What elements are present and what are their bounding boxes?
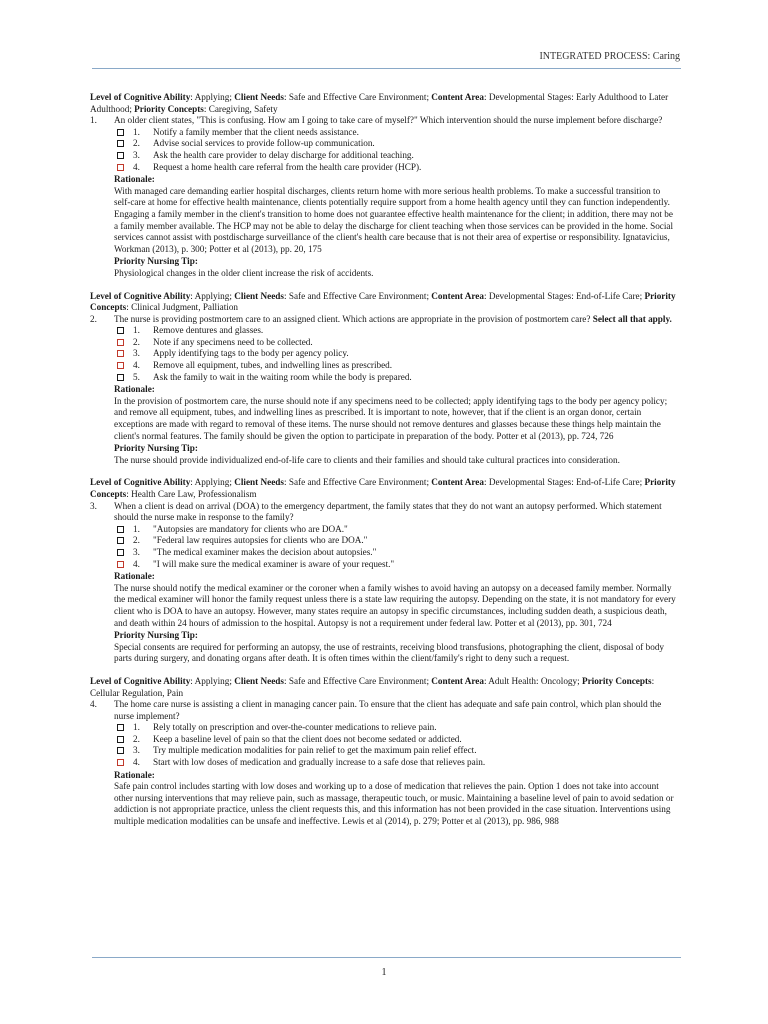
question-stem: [90, 115, 678, 127]
priority-concepts-label: Priority Concepts: [581, 675, 652, 686]
answer-options: [90, 325, 678, 383]
content-area-value: Developmental Stages: End-of-Life Care: [488, 477, 640, 488]
option-text: Ask the family to wait in the waiting room while the body is prepared.: [153, 371, 412, 382]
cognitive-level-value: Applying: [194, 290, 230, 301]
rationale-section: [90, 770, 678, 828]
answer-option[interactable]: [117, 745, 678, 757]
answer-option[interactable]: [117, 127, 678, 139]
answer-option[interactable]: [117, 150, 678, 162]
question-number: 4.: [90, 699, 97, 710]
rationale-label-text: Rationale: [114, 769, 152, 780]
option-number: 2.: [133, 535, 140, 546]
client-needs-value: Safe and Effective Care Environment: [288, 675, 427, 686]
client-needs-value: Safe and Effective Care Environment: [288, 92, 427, 102]
rationale-body: With managed care demanding earlier hospital discharges, clients return home with more serious health problems. To make a successful transition to self-care at home for effective health maintenance, clients potentially require support from a home health agency until they can function independently. Engaging a family member in the client's transition to home does not guarantee effective health maintenance for the client; in addition, there may not be a family member available. The HCP may not be able to delay the discharge for client teaching when those services can be provided in the home. Social services cannot assist with postdischarge surveillance of the client's health care because that is not their area of expertise or responsibility.: [114, 185, 674, 243]
rationale-label: Rationale:: [114, 174, 155, 185]
option-text: "Federal law requires autopsies for clients who are DOA.": [153, 535, 368, 546]
content-area-value: Developmental Stages: End-of-Life Care: [488, 290, 640, 301]
question-text-wrap: [114, 115, 678, 127]
client-needs-label: Client Needs: [234, 675, 284, 686]
option-text: Advise social services to provide follow-up communication.: [153, 138, 375, 149]
option-text: Rely totally on prescription and over-the-counter medications to relieve pain.: [153, 722, 437, 733]
answer-option[interactable]: [117, 337, 678, 349]
answer-option[interactable]: [117, 535, 678, 547]
option-number: 4.: [133, 161, 140, 172]
checkbox-icon[interactable]: [117, 549, 124, 556]
option-text: Request a home health care referral from the health care provider (HCP).: [153, 161, 422, 172]
rationale-section: [90, 384, 678, 466]
answer-option[interactable]: [117, 360, 678, 372]
question-text: When a client is dead on arrival (DOA) to the emergency department, the family states that they do not want an autopsy performed. Which statement should the nurse make in response to the family?: [114, 500, 662, 523]
cognitive-level-label: Level of Cognitive Ability: [90, 675, 191, 686]
question-number: 1.: [90, 115, 97, 126]
tip-text: Physiological changes in the older client increase the risk of accidents.: [114, 267, 374, 278]
priority-concepts-value: Cellular Regulation, Pain: [90, 687, 184, 698]
option-text: Notify a family member that the client needs assistance.: [153, 126, 359, 137]
option-number: 3.: [133, 546, 140, 557]
option-text: Try multiple medication modalities for pain relief to get the maximum pain relief effect.: [153, 745, 477, 756]
question-text-wrap: [114, 501, 678, 524]
rationale-section: [90, 571, 678, 665]
checkbox-icon[interactable]: [117, 152, 124, 159]
option-number: 3.: [133, 149, 140, 160]
priority-concepts-label: Priority Concepts: [90, 290, 676, 313]
option-number: 2.: [133, 138, 140, 149]
tip-label: Priority Nursing Tip:: [114, 443, 198, 454]
tip-label: Priority Nursing Tip:: [114, 256, 198, 267]
question-meta: Level of Cognitive Ability: Applying; Client Needs: Safe and Effective Care Environment; Content Area: Adult Health: Oncology; Priority Concepts: Cellular Regulation, Pain: [90, 675, 655, 698]
option-number: 4.: [133, 558, 140, 569]
priority-concepts-value: Clinical Judgment, Palliation: [131, 302, 239, 313]
option-text: Apply identifying tags to the body per agency policy.: [153, 348, 349, 359]
question-stem: [90, 699, 678, 722]
correct-checkbox-icon[interactable]: [117, 339, 124, 346]
rationale-label: Rationale:: [114, 571, 155, 582]
option-number: 5.: [133, 371, 140, 382]
answer-option[interactable]: [117, 372, 678, 384]
question-block: [90, 676, 678, 828]
checkbox-icon[interactable]: [117, 724, 124, 731]
option-text: Note if any specimens need to be collected.: [153, 336, 313, 347]
rationale-section: [90, 174, 678, 279]
option-number: 1.: [133, 126, 140, 137]
rationale-label: Rationale:: [114, 384, 155, 395]
cognitive-level-label: Level of Cognitive Ability: [90, 290, 191, 301]
answer-options: [90, 127, 678, 173]
page-number: 1: [381, 967, 387, 978]
cognitive-level-label: Level of Cognitive Ability: [90, 92, 191, 102]
client-needs-label: Client Needs: [234, 477, 284, 488]
question-number: 3.: [90, 500, 97, 511]
priority-concepts-value: Caregiving, Safety: [208, 103, 278, 114]
priority-concepts-label: Priority Concepts: [90, 477, 676, 499]
tip-text: The nurse should provide individualized end-of-life care to clients and their families and should take cultural practices into consideration.: [114, 454, 620, 465]
content-area-label: Content Area: [431, 290, 484, 301]
option-number: 3.: [133, 348, 140, 359]
cognitive-level-value: Applying: [194, 92, 230, 102]
client-needs-label: Client Needs: [234, 92, 284, 102]
option-text: "Autopsies are mandatory for clients who are DOA.": [153, 523, 348, 534]
option-text: "The medical examiner makes the decision about autopsies.": [153, 546, 377, 557]
content-area-value: Adult Health: Oncology: [488, 675, 578, 686]
question-stem: [90, 501, 678, 524]
content-area-label: Content Area: [431, 675, 484, 686]
answer-option[interactable]: [117, 138, 678, 150]
answer-options: [90, 524, 678, 570]
question-text: An older client states, "This is confusing. How am I going to take care of myself?" Which intervention should the nurse implement before discharge?: [114, 115, 663, 126]
option-number: 4.: [133, 757, 140, 768]
question-number: 2.: [90, 313, 97, 324]
option-text: Ask the health care provider to delay discharge for additional teaching.: [153, 149, 414, 160]
answer-option[interactable]: [117, 348, 678, 360]
rationale-body: The nurse should notify the medical examiner or the coroner when a family wishes to avoid having an autopsy on a deceased family member. Normally the medical examiner will honor the family request unless there is a state law requiring the autopsy. Depending on the state, it is not mandatory for every client who is DOA to have an autopsy. However, many states require an autopsy in specific circumstances, including sudden death, a suspicious death, and death within 24 hours of admission to the hospital. Autopsy is not a requirement under federal law.: [114, 582, 676, 628]
option-number: 1.: [133, 722, 140, 733]
question-text: The home care nurse is assisting a client in managing cancer pain. To ensure that the client has adequate and safe pain control, which plan should the nurse implement?: [114, 699, 662, 721]
rationale-label-text: Rationale: [114, 571, 152, 582]
answer-options: [90, 722, 678, 768]
question-meta: Level of Cognitive Ability: Applying; Client Needs: Safe and Effective Care Environment; Content Area: Developmental Stages: Early Adulthood to Later Adulthood; Priority Concepts: Caregiving, Safety: [90, 92, 669, 114]
option-number: 2.: [133, 733, 140, 744]
rationale-text: [114, 583, 678, 629]
option-text: "I will make sure the medical examiner is aware of your request.": [153, 558, 395, 569]
client-needs-label: Client Needs: [234, 290, 284, 301]
content-area-label: Content Area: [431, 477, 484, 488]
question-meta: Level of Cognitive Ability: Applying; Client Needs: Safe and Effective Care Environment; Content Area: Developmental Stages: End-of-Life Care; Priority Concepts: Clinical Judgment, Palliation: [90, 290, 676, 313]
rationale-label-text: Rationale: [114, 384, 152, 395]
priority-concepts-value: Health Care Law, Professionalism: [131, 489, 257, 499]
option-number: 3.: [133, 745, 140, 756]
question-list: [90, 92, 678, 839]
tip-label-text: Priority Nursing Tip: [114, 630, 195, 641]
option-number: 1.: [133, 325, 140, 336]
client-needs-value: Safe and Effective Care Environment: [288, 477, 427, 488]
checkbox-icon[interactable]: [117, 374, 124, 381]
correct-checkbox-icon[interactable]: [117, 759, 124, 766]
answer-option[interactable]: [117, 559, 678, 571]
tip-label: Priority Nursing Tip:: [114, 630, 198, 641]
checkbox-icon[interactable]: [117, 537, 124, 544]
checkbox-icon[interactable]: [117, 129, 124, 136]
question-meta: Level of Cognitive Ability: Applying; Client Needs: Safe and Effective Care Environment; Content Area: Developmental Stages: End-of-Life Care; Priority Concepts: Health Care Law, Professionalism: [90, 477, 676, 499]
tip-text: Special consents are required for performing an autopsy, the use of restraints, receiving blood transfusions, photographing the client, disposal of body parts during surgery, and donating organs after death. It is often times within the client/family's right to deny such a request.: [114, 641, 665, 664]
answer-option[interactable]: [117, 757, 678, 769]
checkbox-icon[interactable]: [117, 747, 124, 754]
cognitive-level-value: Applying: [194, 675, 230, 686]
content-area-label: Content Area: [431, 92, 484, 102]
checkbox-icon[interactable]: [117, 526, 124, 533]
select-all-instruction: Select all that apply.: [592, 313, 672, 324]
client-needs-value: Safe and Effective Care Environment: [288, 290, 427, 301]
option-text: Remove dentures and glasses.: [153, 325, 264, 336]
header-rule: [92, 68, 681, 69]
answer-option[interactable]: [117, 547, 678, 559]
question-block: [90, 291, 678, 467]
rationale-label: Rationale:: [114, 769, 155, 780]
rationale-text: [114, 396, 678, 442]
rationale-body: Safe pain control includes starting with low doses and working up to a dose of medication that relieves the pain. Option 1 does not take into account other nursing interventions that may relieve pain, such as massage, therapeutic touch, or music. Maintaining a baseline level of pain to avoid sedation or addiction is not appropriate practice, unless the client requests this, and this information has not been provided in the case situation. Interventions using multiple medication modalities can be unsafe and ineffective.: [114, 781, 674, 827]
checkbox-icon[interactable]: [117, 736, 124, 743]
question-stem: [90, 314, 678, 326]
reference-citation: Potter et al (2013), pp. 724, 726: [496, 430, 614, 441]
question-block: [90, 477, 678, 665]
cognitive-level-label: Level of Cognitive Ability: [90, 477, 191, 488]
question-block: [90, 92, 678, 280]
question-text: The nurse is providing postmortem care to an assigned client. Which actions are appropriate in the provision of postmortem care?: [114, 313, 591, 324]
option-text: Start with low doses of medication and gradually increase to a safe dose that relieves pain.: [153, 757, 486, 768]
cognitive-level-value: Applying: [194, 477, 230, 488]
running-header: INTEGRATED PROCESS: Caring: [539, 51, 680, 62]
question-text-wrap: [114, 699, 678, 722]
rationale-text: [114, 186, 678, 256]
tip-label-text: Priority Nursing Tip: [114, 256, 195, 267]
answer-option[interactable]: [117, 162, 678, 174]
content-area-value: Developmental Stages: Early Adulthood to Later Adulthood: [90, 92, 669, 114]
option-number: 1.: [133, 523, 140, 534]
correct-checkbox-icon[interactable]: [117, 362, 124, 369]
footer-rule: [92, 957, 681, 958]
answer-option[interactable]: [117, 524, 678, 536]
answer-option[interactable]: [117, 734, 678, 746]
answer-option[interactable]: [117, 325, 678, 337]
checkbox-icon[interactable]: [117, 327, 124, 334]
rationale-body: In the provision of postmortem care, the nurse should note if any specimens need to be collected; apply identifying tags to the body per agency policy; and remove all equipment, tubes, and indwelling lines as prescribed. It is important to note, however, that if the client is an organ donor, certain exceptions are made with regard to removal of these items. The nurse should not remove dentures and glasses because these things help maintain the client's normal features. The family should be given the option to participate in preparation of the body.: [114, 395, 668, 441]
option-number: 2.: [133, 336, 140, 347]
rationale-label-text: Rationale: [114, 174, 152, 185]
tip-label-text: Priority Nursing Tip: [114, 443, 195, 454]
answer-option[interactable]: [117, 722, 678, 734]
correct-checkbox-icon[interactable]: [117, 164, 124, 171]
priority-concepts-label: Priority Concepts: [134, 103, 204, 114]
reference-citation: Potter et al (2013), pp. 301, 724: [494, 617, 612, 628]
reference-citation: Lewis et al (2014), p. 279; Potter et al (2013), pp. 986, 988: [342, 816, 559, 827]
reference-citation: Ignatavicius, Workman (2013), p. 300; Potter et al (2013), pp. 20, 175: [114, 232, 670, 254]
option-number: 4.: [133, 360, 140, 371]
rationale-text: [114, 781, 678, 827]
question-text-wrap: [114, 314, 678, 326]
correct-checkbox-icon[interactable]: [117, 350, 124, 357]
option-text: Keep a baseline level of pain so that the client does not become sedated or addicted.: [153, 733, 462, 744]
option-text: Remove all equipment, tubes, and indwelling lines as prescribed.: [153, 360, 393, 371]
checkbox-icon[interactable]: [117, 140, 124, 147]
correct-checkbox-icon[interactable]: [117, 561, 124, 568]
